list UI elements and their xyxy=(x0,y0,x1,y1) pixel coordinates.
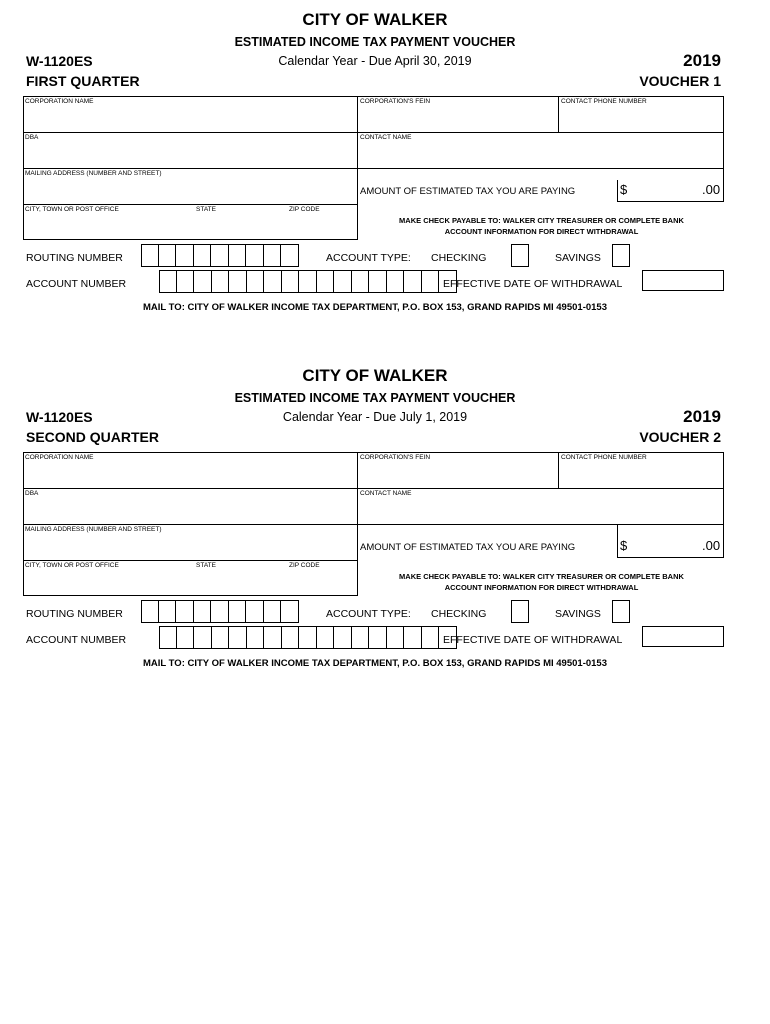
savings-checkbox[interactable] xyxy=(612,600,630,623)
amount-box-left xyxy=(617,524,618,558)
routing-label: ROUTING NUMBER xyxy=(26,608,123,620)
city-title: CITY OF WALKER xyxy=(302,10,448,29)
row-line xyxy=(23,168,724,169)
checking-label: CHECKING xyxy=(431,608,487,620)
zip-field[interactable]: ZIP CODE xyxy=(289,562,320,569)
voucher-subtitle: ESTIMATED INCOME TAX PAYMENT VOUCHER xyxy=(234,391,516,405)
checking-label: CHECKING xyxy=(431,252,487,264)
voucher-1 xyxy=(0,0,770,340)
state-field[interactable]: STATE xyxy=(196,562,216,569)
fein-field[interactable]: CORPORATION'S FEIN xyxy=(360,98,431,105)
dba-field[interactable]: DBA xyxy=(25,134,39,141)
row-line xyxy=(23,560,358,561)
account-type-label: ACCOUNT TYPE: xyxy=(326,608,411,620)
phone-field[interactable]: CONTACT PHONE NUMBER xyxy=(561,98,647,105)
account-label: ACCOUNT NUMBER xyxy=(26,634,127,646)
effective-date-input[interactable] xyxy=(642,626,724,647)
column-line xyxy=(558,452,559,489)
contact-name-field[interactable]: CONTACT NAME xyxy=(360,490,412,497)
form-number: W-1120ES xyxy=(26,53,93,69)
account-label: ACCOUNT NUMBER xyxy=(26,278,127,290)
city-field[interactable]: CITY, TOWN OR POST OFFICE xyxy=(25,562,119,569)
amount-box-right xyxy=(723,524,724,558)
checking-checkbox[interactable] xyxy=(511,600,529,623)
savings-checkbox[interactable] xyxy=(612,244,630,267)
savings-label: SAVINGS xyxy=(555,252,601,264)
voucher-number: VOUCHER 1 xyxy=(639,73,721,89)
effective-date-label: EFFECTIVE DATE OF WITHDRAWAL xyxy=(443,278,623,290)
mailing-address-field[interactable]: MAILING ADDRESS (NUMBER AND STREET) xyxy=(25,170,162,177)
mail-to-address: MAIL TO: CITY OF WALKER INCOME TAX DEPARTMENT, P.O. BOX 153, GRAND RAPIDS MI 49501-0153 xyxy=(142,302,607,313)
quarter-label: FIRST QUARTER xyxy=(26,73,140,89)
dollar-sign: $ xyxy=(620,538,628,553)
effective-date-label: EFFECTIVE DATE OF WITHDRAWAL xyxy=(443,634,623,646)
voucher-number: VOUCHER 2 xyxy=(639,429,721,445)
corporation-name-field[interactable]: CORPORATION NAME xyxy=(25,454,94,461)
tax-year: 2019 xyxy=(683,51,721,70)
voucher-subtitle: ESTIMATED INCOME TAX PAYMENT VOUCHER xyxy=(234,35,516,49)
phone-field[interactable]: CONTACT PHONE NUMBER xyxy=(561,454,647,461)
mail-to-address: MAIL TO: CITY OF WALKER INCOME TAX DEPARTMENT, P.O. BOX 153, GRAND RAPIDS MI 49501-0153 xyxy=(142,658,607,669)
form-border-bottom xyxy=(23,239,358,240)
zip-field[interactable]: ZIP CODE xyxy=(289,206,320,213)
account-type-label: ACCOUNT TYPE: xyxy=(326,252,411,264)
make-check-note xyxy=(360,571,723,593)
routing-number-input[interactable] xyxy=(141,244,299,267)
form-number: W-1120ES xyxy=(26,409,93,425)
dba-field[interactable]: DBA xyxy=(25,490,39,497)
city-field[interactable]: CITY, TOWN OR POST OFFICE xyxy=(25,206,119,213)
amount-input[interactable]: .00 xyxy=(702,182,721,197)
checking-checkbox[interactable] xyxy=(511,244,529,267)
make-check-note xyxy=(360,215,723,237)
account-number-input[interactable] xyxy=(159,270,457,293)
account-number-input[interactable] xyxy=(159,626,457,649)
savings-label: SAVINGS xyxy=(555,608,601,620)
amount-box-bottom xyxy=(617,557,724,558)
voucher-2 xyxy=(0,356,770,696)
amount-box-bottom xyxy=(617,201,724,202)
routing-label: ROUTING NUMBER xyxy=(26,252,123,264)
tax-year: 2019 xyxy=(683,407,721,426)
row-line xyxy=(23,524,724,525)
make-check-line-2: ACCOUNT INFORMATION FOR DIRECT WITHDRAWAL xyxy=(444,227,639,236)
make-check-line-1: MAKE CHECK PAYABLE TO: WALKER CITY TREASURER OR COMPLETE BANK xyxy=(399,216,684,225)
amount-input[interactable]: .00 xyxy=(702,538,721,553)
amount-box-right xyxy=(723,168,724,202)
row-line xyxy=(23,204,358,205)
fein-field[interactable]: CORPORATION'S FEIN xyxy=(360,454,431,461)
row-line xyxy=(23,132,724,133)
form-border-top xyxy=(23,452,724,453)
dollar-sign: $ xyxy=(620,182,628,197)
state-field[interactable]: STATE xyxy=(196,206,216,213)
column-line xyxy=(558,96,559,133)
mailing-address-field[interactable]: MAILING ADDRESS (NUMBER AND STREET) xyxy=(25,526,162,533)
quarter-label: SECOND QUARTER xyxy=(26,429,160,445)
row-line xyxy=(23,488,724,489)
corporation-name-field[interactable]: CORPORATION NAME xyxy=(25,98,94,105)
form-border-top xyxy=(23,96,724,97)
amount-label: AMOUNT OF ESTIMATED TAX YOU ARE PAYING xyxy=(360,542,576,553)
amount-label: AMOUNT OF ESTIMATED TAX YOU ARE PAYING xyxy=(360,186,576,197)
due-date: Calendar Year - Due April 30, 2019 xyxy=(278,54,472,68)
due-date: Calendar Year - Due July 1, 2019 xyxy=(282,410,468,424)
form-border-bottom xyxy=(23,595,358,596)
effective-date-input[interactable] xyxy=(642,270,724,291)
city-title: CITY OF WALKER xyxy=(302,366,448,385)
make-check-line-2: ACCOUNT INFORMATION FOR DIRECT WITHDRAWAL xyxy=(444,583,639,592)
make-check-line-1: MAKE CHECK PAYABLE TO: WALKER CITY TREASURER OR COMPLETE BANK xyxy=(399,572,684,581)
contact-name-field[interactable]: CONTACT NAME xyxy=(360,134,412,141)
routing-number-input[interactable] xyxy=(141,600,299,623)
amount-box-left xyxy=(617,180,618,202)
